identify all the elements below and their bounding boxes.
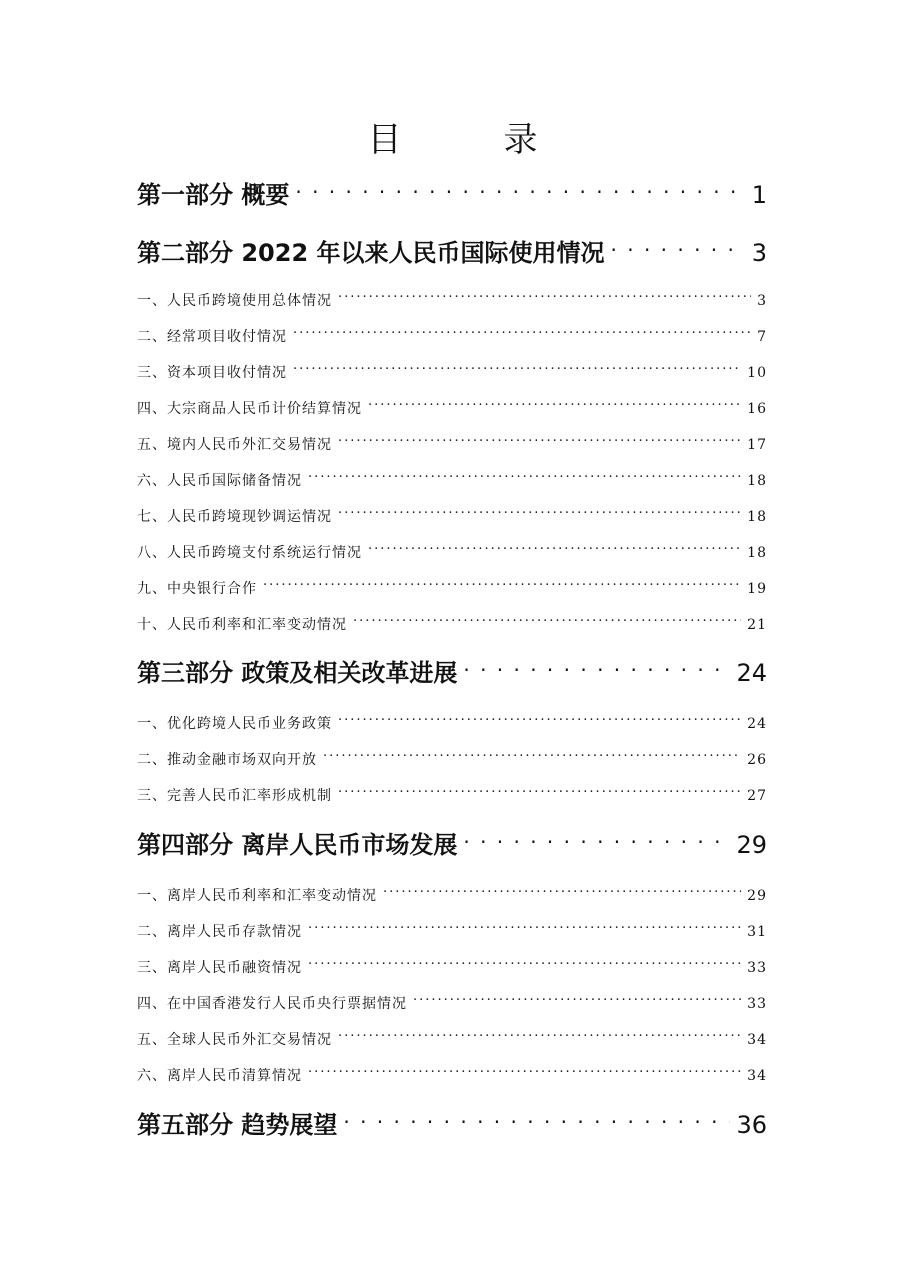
toc-part-entry[interactable] <box>137 828 767 862</box>
toc-page-number: 19 <box>747 581 767 597</box>
toc-entry-text: 三、完善人民币汇率形成机制 <box>137 788 332 804</box>
toc-page-number: 27 <box>747 788 767 804</box>
toc-part-entry[interactable] <box>137 178 767 212</box>
toc-page-number: 34 <box>747 1032 767 1048</box>
toc-dot-leader <box>338 786 741 800</box>
toc-dot-leader <box>338 435 741 449</box>
toc-section-entry[interactable] <box>137 326 767 348</box>
toc-entry-text: 六、人民币国际储备情况 <box>137 473 302 489</box>
toc-page-number: 34 <box>747 1068 767 1084</box>
toc-section-entry[interactable] <box>137 290 767 312</box>
toc-dot-leader <box>293 327 751 341</box>
toc-section-entry[interactable] <box>137 785 767 807</box>
toc-section-entry[interactable] <box>137 614 767 636</box>
toc-page-number: 21 <box>747 617 767 633</box>
toc-page-number: 29 <box>736 831 767 859</box>
toc-section-entry[interactable] <box>137 362 767 384</box>
toc-dot-leader <box>368 543 741 557</box>
toc-entry-text: 六、离岸人民币清算情况 <box>137 1068 302 1084</box>
toc-dot-leader <box>308 1066 741 1080</box>
toc-section-entry[interactable] <box>137 749 767 771</box>
toc-dot-leader <box>463 657 730 681</box>
toc-entry-text: 二、经常项目收付情况 <box>137 329 287 345</box>
toc-section-entry[interactable] <box>137 1065 767 1087</box>
toc-page-number: 17 <box>747 437 767 453</box>
toc-entry-text: 第三部分 政策及相关改革进展 <box>137 659 458 687</box>
toc-page-number: 3 <box>757 293 767 309</box>
toc-dot-leader <box>338 714 741 728</box>
toc-page-number: 18 <box>747 509 767 525</box>
toc-entry-text: 四、在中国香港发行人民币央行票据情况 <box>137 996 407 1012</box>
toc-section-entry[interactable] <box>137 921 767 943</box>
toc-page-number: 29 <box>747 888 767 904</box>
toc-entry-text: 三、资本项目收付情况 <box>137 365 287 381</box>
toc-section-entry[interactable] <box>137 398 767 420</box>
toc-section-entry[interactable] <box>137 470 767 492</box>
toc-entry-text: 一、离岸人民币利率和汇率变动情况 <box>137 888 377 904</box>
toc-page-number: 26 <box>747 752 767 768</box>
toc-dot-leader <box>308 958 741 972</box>
toc-section-entry[interactable] <box>137 957 767 979</box>
toc-page-number: 7 <box>757 329 767 345</box>
toc-section-entry[interactable] <box>137 885 767 907</box>
toc-section-entry[interactable] <box>137 1029 767 1051</box>
toc-page-number: 16 <box>747 401 767 417</box>
toc-entry-text: 第五部分 趋势展望 <box>137 1111 338 1139</box>
toc-section-entry[interactable] <box>137 578 767 600</box>
page-title: 目 录 <box>367 120 572 160</box>
toc-part-entry[interactable] <box>137 236 767 270</box>
toc-page-number: 24 <box>747 716 767 732</box>
toc-page-number: 36 <box>736 1111 767 1139</box>
toc-dot-leader <box>338 1030 741 1044</box>
toc-entry-text: 二、离岸人民币存款情况 <box>137 924 302 940</box>
toc-entry-text: 八、人民币跨境支付系统运行情况 <box>137 545 362 561</box>
toc-page-number: 18 <box>747 545 767 561</box>
toc-section-entry[interactable] <box>137 993 767 1015</box>
toc-entry-text: 九、中央银行合作 <box>137 581 257 597</box>
toc-page-number: 18 <box>747 473 767 489</box>
toc-entry-text: 第一部分 概要 <box>137 181 290 209</box>
toc-dot-leader <box>463 829 730 853</box>
toc-page-number: 24 <box>736 659 767 687</box>
toc-dot-leader <box>338 291 751 305</box>
toc-entry-text: 一、优化跨境人民币业务政策 <box>137 716 332 732</box>
toc-entry-text: 二、推动金融市场双向开放 <box>137 752 317 768</box>
toc-section-entry[interactable] <box>137 506 767 528</box>
toc-page-number: 31 <box>747 924 767 940</box>
toc-section-entry[interactable] <box>137 542 767 564</box>
toc-dot-leader <box>368 399 741 413</box>
toc-entry-text: 七、人民币跨境现钞调运情况 <box>137 509 332 525</box>
toc-dot-leader <box>383 886 741 900</box>
toc-entry-text: 三、离岸人民币融资情况 <box>137 960 302 976</box>
toc-dot-leader <box>293 363 741 377</box>
toc-dot-leader <box>338 507 741 521</box>
toc-entry-text: 五、全球人民币外汇交易情况 <box>137 1032 332 1048</box>
toc-dot-leader <box>308 471 741 485</box>
toc-page-number: 33 <box>747 960 767 976</box>
toc-entry-text: 五、境内人民币外汇交易情况 <box>137 437 332 453</box>
toc-dot-leader <box>611 237 746 261</box>
toc-section-entry[interactable] <box>137 434 767 456</box>
toc-dot-leader <box>353 615 741 629</box>
toc-page-number: 10 <box>747 365 767 381</box>
toc-entry-text: 四、大宗商品人民币计价结算情况 <box>137 401 362 417</box>
toc-entry-text: 第四部分 离岸人民币市场发展 <box>137 831 458 859</box>
toc-section-entry[interactable] <box>137 713 767 735</box>
toc-page-number: 33 <box>747 996 767 1012</box>
toc-part-entry[interactable] <box>137 656 767 690</box>
toc-part-entry[interactable] <box>137 1108 767 1142</box>
toc-page-number: 3 <box>751 239 767 267</box>
toc-dot-leader <box>263 579 741 593</box>
toc-dot-leader <box>343 1109 730 1133</box>
toc-dot-leader <box>295 179 745 203</box>
toc-page-number: 1 <box>751 181 767 209</box>
toc-entry-text: 第二部分 2022 年以来人民币国际使用情况 <box>137 239 605 267</box>
toc-entry-text: 十、人民币利率和汇率变动情况 <box>137 617 347 633</box>
toc-dot-leader <box>413 994 741 1008</box>
toc-entry-text: 一、人民币跨境使用总体情况 <box>137 293 332 309</box>
toc-dot-leader <box>308 922 741 936</box>
toc-dot-leader <box>323 750 741 764</box>
